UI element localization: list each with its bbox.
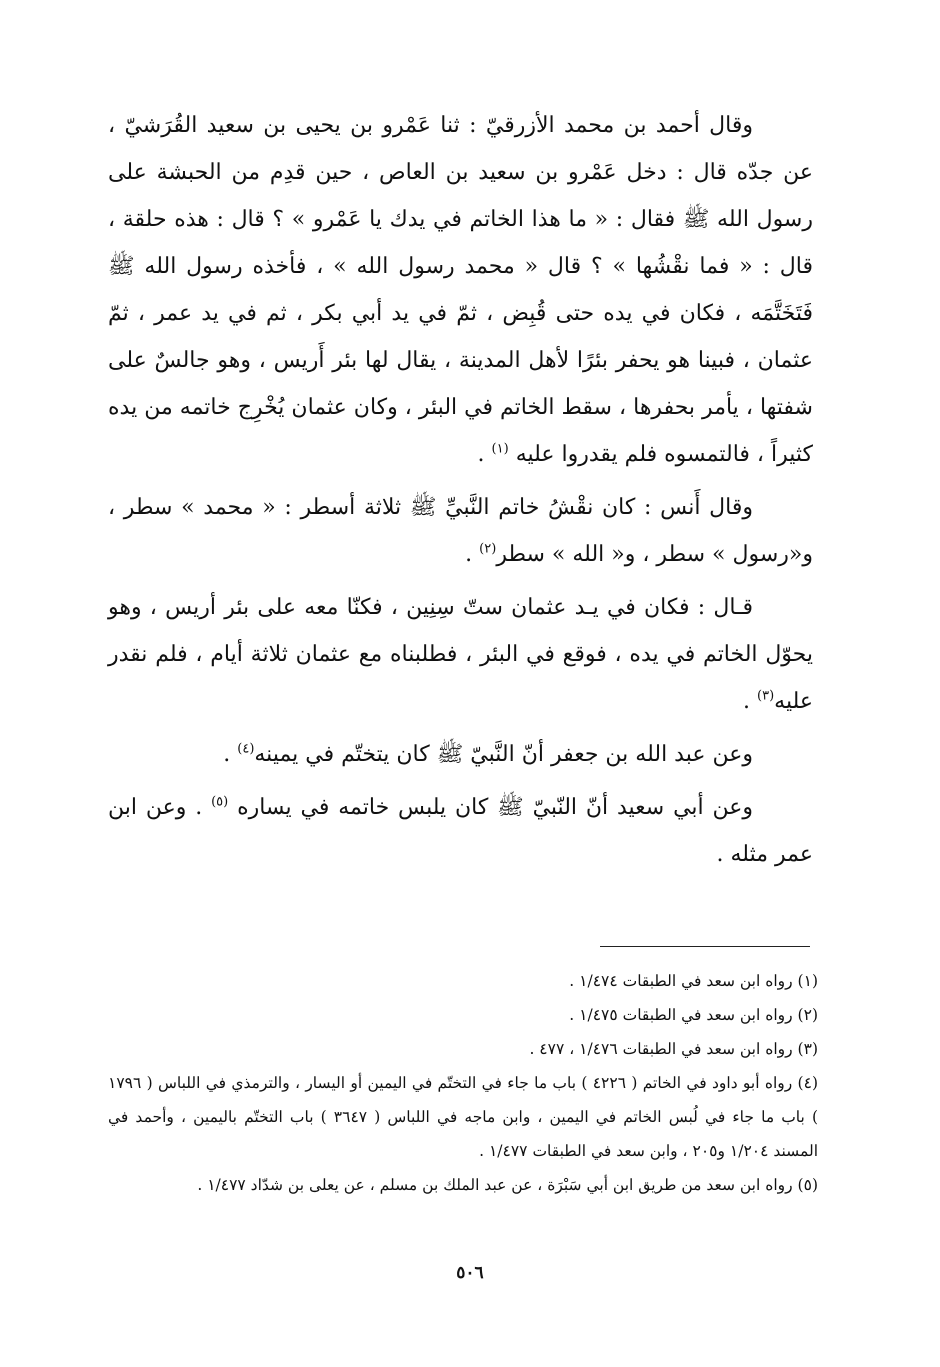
- paragraph-2: وقال أَنس : كان نقْشُ خاتم النَّبيِّ ﷺ ثلاثة أسطر : « محمد » سطر ، و«رسول » سطر ، و« الله » سطر$^{(٢)}$ .: [108, 495, 813, 567]
- footnote-ref-3: (٣): [757, 688, 775, 704]
- paragraph-3: قـال : فكان في يـد عثمان ستّ سِنِين ، فكنّا معه على بئر أريس ، وهو يحوّل الخاتم في يده ، فوقع في البئر ، فطلبناه مع عثمان ثلاثة أيام ، فلم نقدر عليه$^{(٣)}$ .: [108, 595, 813, 714]
- footnote-separator: [600, 946, 810, 947]
- paragraph-5: وعن أبي سعيد أنّ النّبيّ ﷺ كان يلبس خاتمه في يساره $^{(٥)}$ . وعن ابن عمر مثله .: [108, 794, 813, 867]
- footnote-ref-5: (٥): [211, 794, 229, 810]
- paragraph-1: وقال أحمد بن محمد الأزرقيّ : ثنا عَمْرو بن يحيى بن سعيد القُرَشيّ ، عن جدّه قال : دخل عَمْرو بن سعيد بن العاص ، حين قدِم من الحبشة على رسول الله ﷺ فقال : « ما هذا الخاتم في يدك يا عَمْرو » ؟ قال : هذه حلقة ، قال : « فما نقْشُها » ؟ قال « محمد رسول الله » ، فأخذه رسول الله ﷺ فَتَخَتَّمَه ، فكان في يده حتى قُبِض ، ثمّ في يد أبي بكر ، ثم في يد عمر ، ثمّ عثمان ، فبينا هو يحفر بئرًا لأهل المدينة ، يقال لها بئر أَريس ، وهو جالسٌ على شفتها ، يأمر بحفرها ، سقط الخاتم في البئر ، وكان عثمان يُخْرِج خاتمه من يده كثيراً ، فالتمسوه فلم يقدروا عليه $^{(١)}$ .: [108, 113, 813, 467]
- footnote-5: (٥) رواه ابن سعد من طريق ابن أبي سَبْرَة ، عن عبد الملك بن مسلم ، عن يعلى بن شدّاد ١/٤٧٧ .: [197, 1176, 818, 1194]
- footnote-ref-2: (٢): [479, 541, 497, 557]
- footnote-2: (٢) رواه ابن سعد في الطبقات ١/٤٧٥ .: [569, 1006, 818, 1024]
- footnote-ref-1: (١): [491, 441, 509, 457]
- footnote-ref-4: (٤): [237, 741, 255, 757]
- main-text: [108, 102, 813, 884]
- page-number: ٥٠٦: [456, 1263, 484, 1283]
- footnotes: [108, 964, 818, 1202]
- footnote-4: (٤) رواه أبو داود في الخاتم ( ٤٢٢٦ ) باب ما جاء في التختّم في اليمين أو اليسار ، والترمذي في اللباس ( ١٧٩٦ ) باب ما جاء في لُبس الخاتم في اليمين ، وابن ماجه في اللباس ( ٣٦٤٧ ) باب التختّم باليمين ، وأحمد في المسند ١/٢٠٤ و٢٠٥ ، وابن سعد في الطبقات ١/٤٧٧ .: [108, 1074, 819, 1160]
- paragraph-4: وعن عبد الله بن جعفر أنّ النَّبيّ ﷺ كان يتختّم في يمينه$^{(٤)}$ .: [223, 741, 753, 767]
- footnote-1: (١) رواه ابن سعد في الطبقات ١/٤٧٤ .: [569, 972, 818, 990]
- footnote-3: (٣) رواه ابن سعد في الطبقات ١/٤٧٦ ، ٤٧٧ .: [529, 1040, 818, 1058]
